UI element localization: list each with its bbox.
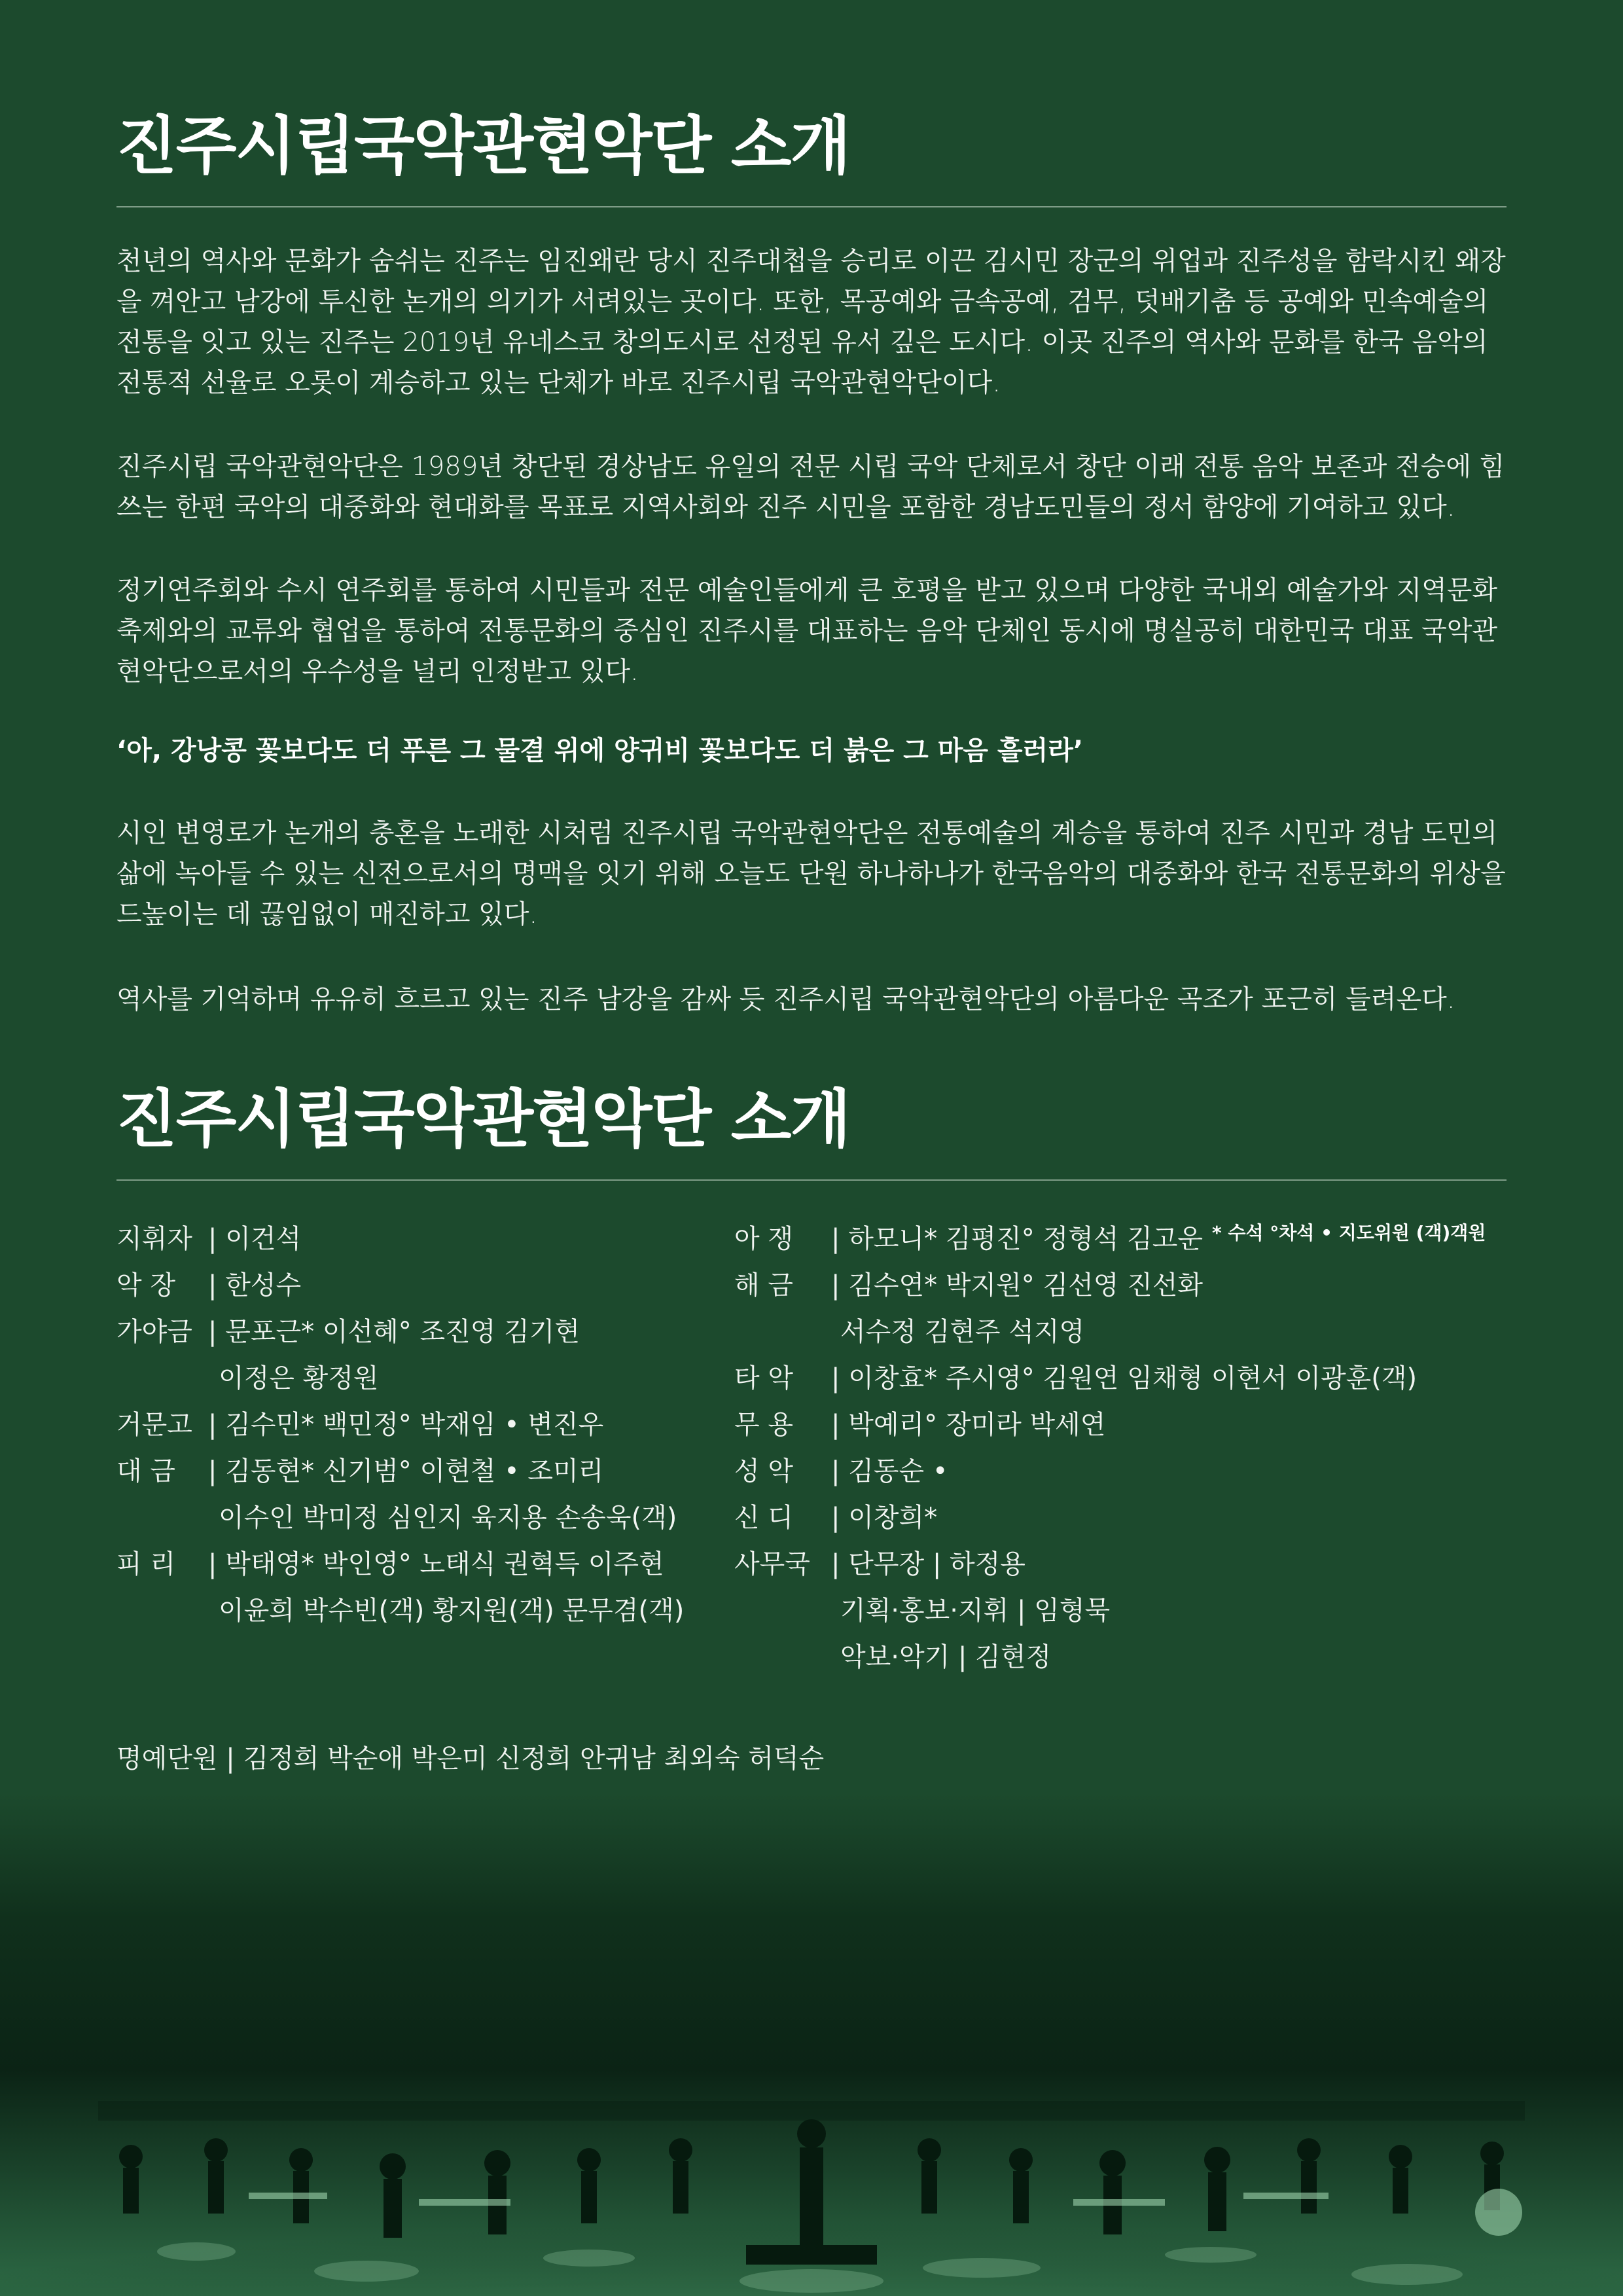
title-divider [116,1179,1507,1181]
roster-role: 가야금 [116,1317,192,1347]
roster-role: 신 디 [734,1503,793,1533]
roster-role: 아 쟁 [734,1224,793,1254]
intro-paragraph: 천년의 역사와 문화가 숨쉬는 진주는 임진왜란 당시 진주대첩을 승리로 이끈 김시민 장군의 위업과 진주성을 함락시킨 왜장을 껴안고 남강에 투신한 논개의 의기가 서려있는 곳이다. 또한, 목공예와 금속공예, 검무, 덧배기춤 등 공예와 민속예술의 전통을 잇고 있는 진주는 2019년 유네스코 창의도시로 선정된 유서 깊은 도시다. 이곳 진주의 역사와 문화를 한국 음악의 전통적 선율로 오롯이 계승하고 있는 단체가 바로 진주시립 국악관현악단이다. [116,246,1506,398]
roster-names: | 박예리° 장미라 박세연 [831,1410,1106,1440]
roster-role: 지휘자 [116,1224,192,1254]
roster-row [116,1265,301,1306]
roster-row [734,1265,1203,1306]
roster-row [116,1405,603,1445]
roster-row [734,1451,948,1492]
roster-names: | 김동현* 신기범° 이현철 • 조미리 [208,1456,604,1486]
section-title-roster: 진주시립국악관현악단 소개 [116,1083,850,1156]
intro-paragraph: 정기연주회와 수시 연주회를 통하여 시민들과 전문 예술인들에게 큰 호평을 받고 있으며 다양한 국내외 예술가와 지역문화축제와의 교류와 협업을 통하여 전통문화의 중심인 진주시를 대표하는 음악 단체인 동시에 명실공히 대한민국 대표 국악관현악단으로서의 우수성을 널리 인정받고 있다. [116,575,1498,687]
roster-continuation: 이윤희 박수빈(객) 황지원(객) 문무겸(객) [219,1596,685,1626]
roster-role: 거문고 [116,1410,192,1440]
roster-row [734,1498,937,1538]
roster-row [734,1219,1203,1259]
roster-row [734,1405,1105,1445]
roster-role: 무 용 [734,1410,793,1440]
roster-role: 악 장 [116,1270,175,1300]
roster-continuation: 이수인 박미정 심인지 육지용 손송욱(객) [219,1503,677,1533]
section-title-intro: 진주시립국악관현악단 소개 [116,109,850,183]
roster-names: | 한성수 [208,1270,302,1300]
roster-row [116,1451,603,1492]
roster-role: 타 악 [734,1363,793,1393]
roster-names: | 김동순 • [831,1456,948,1486]
roster-continuation: 기획·홍보·지휘 | 임형묵 [840,1596,1111,1626]
roster-names: | 이창효* 주시영° 김원연 임채형 이현서 이광훈(객) [831,1363,1418,1393]
honorary-members: 명예단원 | 김정희 박순애 박은미 신정희 안귀남 최외숙 허덕순 [116,1744,825,1774]
roster-role: 대 금 [116,1456,175,1486]
title-divider [116,206,1507,207]
intro-paragraph: 역사를 기억하며 유유히 흐르고 있는 진주 남강을 감싸 듯 진주시립 국악관현악단의 아름다운 곡조가 포근히 들려온다. [116,984,1455,1014]
roster-role: 성 악 [734,1456,793,1486]
roster-names: | 김수연* 박지원° 김선영 진선화 [831,1270,1204,1300]
roster-row [116,1544,664,1585]
roster-role: 해 금 [734,1270,793,1300]
roster-role: 피 리 [116,1549,175,1579]
roster-names: | 단무장 | 하정용 [831,1549,1026,1579]
roster-role: 사무국 [734,1549,810,1579]
roster-names: | 이건석 [208,1224,302,1254]
roster-continuation: 이정은 황정원 [219,1363,379,1393]
roster-names: | 하모니* 김평진° 정형석 김고운 [831,1224,1204,1254]
poem-quote: ‘아, 강낭콩 꽃보다도 더 푸른 그 물결 위에 양귀비 꽃보다도 더 붉은 그 마음 흘러라’ [116,736,1084,766]
roster-continuation: 악보·악기 | 김현정 [840,1642,1052,1672]
roster-names: | 김수민* 백민정° 박재임 • 변진우 [208,1410,604,1440]
roster-names: | 박태영* 박인영° 노태식 권혁득 이주현 [208,1549,664,1579]
roster-continuation: 서수정 김현주 석지영 [840,1317,1085,1347]
roster-row [734,1544,1026,1585]
roster-names: | 문포근* 이선혜° 조진영 김기현 [208,1317,580,1347]
orchestra-stage-photo [0,1793,1623,2296]
roster-row [116,1219,301,1259]
roster-names: | 이창희* [831,1503,938,1533]
roster-row [734,1358,1417,1399]
intro-paragraph: 시인 변영로가 논개의 충혼을 노래한 시처럼 진주시립 국악관현악단은 전통예술의 계승을 통하여 진주 시민과 경남 도민의 삶에 녹아들 수 있는 신전으로서의 명맥을 잇기 위해 오늘도 단원 하나하나가 한국음악의 대중화와 한국 전통문화의 위상을 드높이는 데 끊임없이 매진하고 있다. [116,818,1506,929]
roster-legend: * 수석 °차석 • 지도위원 (객)객원 [1212,1222,1486,1244]
intro-paragraph: 진주시립 국악관현악단은 1989년 창단된 경상남도 유일의 전문 시립 국악 단체로서 창단 이래 전통 음악 보존과 전승에 힘쓰는 한편 국악의 대중화와 현대화를 목표로 지역사회와 진주 시민을 포함한 경남도민들의 정서 함양에 기여하고 있다. [116,452,1505,522]
roster-row [116,1312,580,1352]
